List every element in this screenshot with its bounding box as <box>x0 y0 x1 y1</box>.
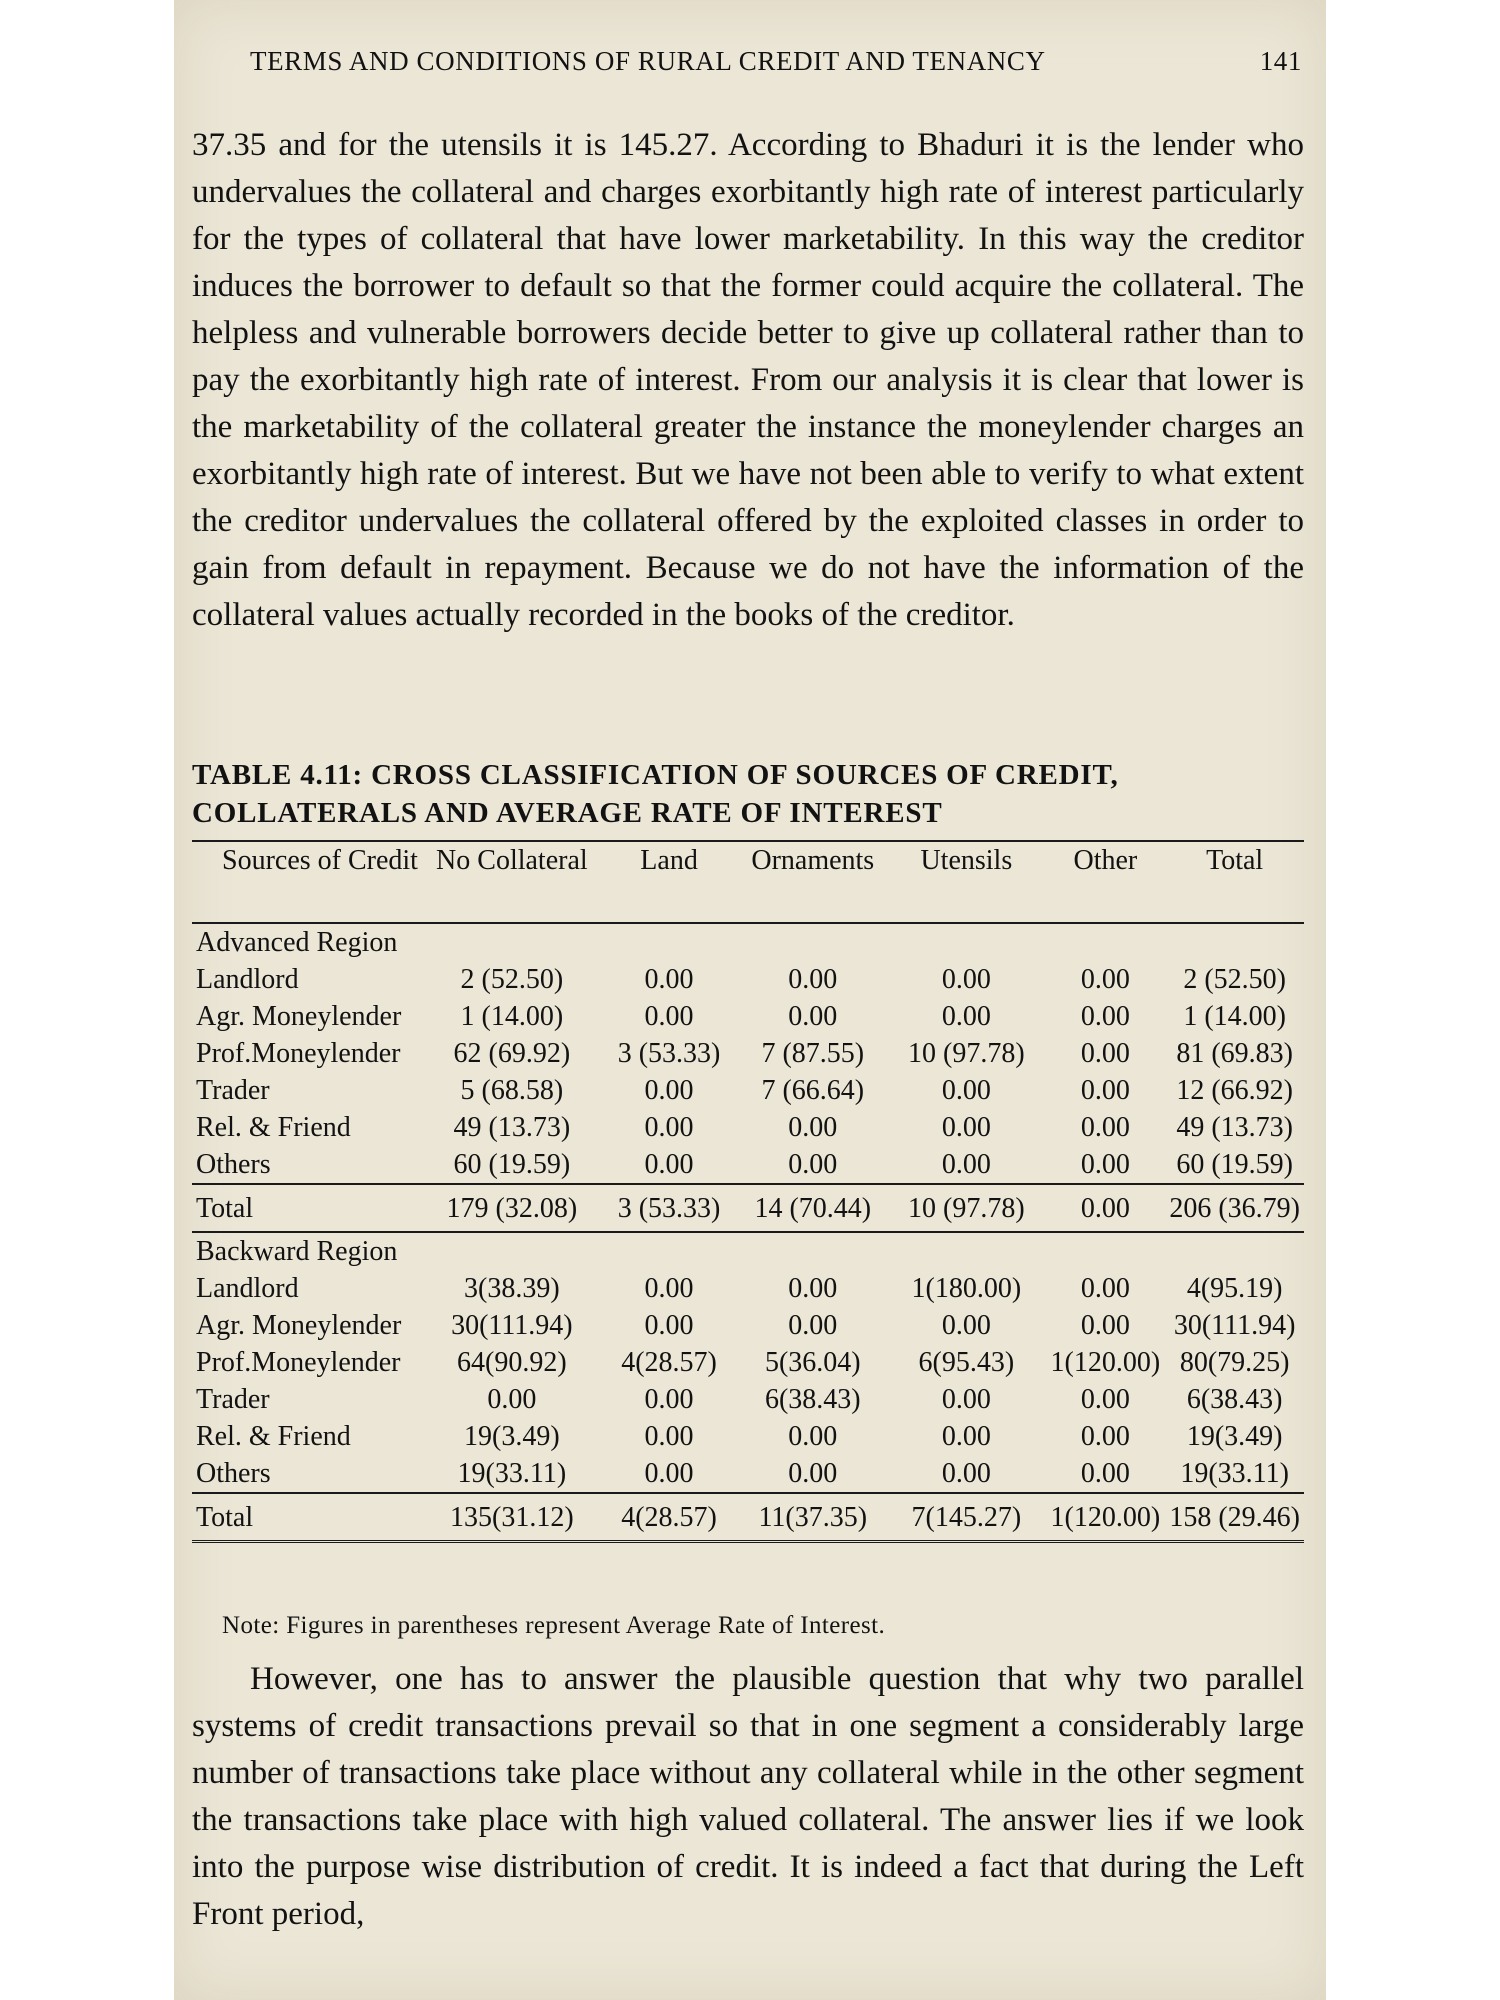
credit-table <box>192 840 1304 1543</box>
table-cell: Rel. & Friend <box>196 1421 351 1452</box>
column-header: No Collateral <box>436 845 588 876</box>
table-cell: 0.00 <box>644 1273 694 1304</box>
table-cell: Trader <box>196 1384 270 1415</box>
table-cell: 0.00 <box>1080 1001 1130 1032</box>
region-heading: Backward Region <box>196 1236 398 1267</box>
table-cell: 6(38.43) <box>1186 1384 1283 1415</box>
region-heading-row <box>192 1232 1304 1270</box>
table-cell: 0.00 <box>788 1310 838 1341</box>
table-cell: 19(3.49) <box>1186 1421 1283 1452</box>
table-cell: 7 (66.64) <box>761 1075 865 1106</box>
table-cell: Total <box>196 1501 254 1533</box>
table-row <box>192 1109 1304 1146</box>
table-cell: Others <box>196 1458 271 1489</box>
table-cell: 0.00 <box>941 1310 991 1341</box>
table-row <box>192 961 1304 998</box>
table-cell: 0.00 <box>941 1458 991 1489</box>
table-cell: 0.00 <box>788 1273 838 1304</box>
table-cell: 0.00 <box>644 1112 694 1143</box>
table-cell: 11(37.35) <box>758 1501 868 1533</box>
table-cell: 0.00 <box>941 1421 991 1452</box>
page-number: 141 <box>1259 46 1302 76</box>
table-cell: 206 (36.79) <box>1169 1192 1300 1224</box>
table-cell: 0.00 <box>1080 964 1130 995</box>
table-cell: 10 (97.78) <box>908 1192 1025 1224</box>
table-cell: 179 (32.08) <box>446 1192 578 1224</box>
table-title <box>192 756 1304 832</box>
table-cell: 14 (70.44) <box>754 1192 872 1224</box>
table-cell: 0.00 <box>1080 1075 1130 1106</box>
table-cell: 0.00 <box>644 1458 694 1489</box>
table-cell: 0.00 <box>644 1149 694 1180</box>
table-cell: 60 (19.59) <box>453 1149 571 1180</box>
table-cell: 0.00 <box>644 964 694 995</box>
table-cell: Prof.Moneylender <box>196 1347 401 1378</box>
table-cell: 80(79.25) <box>1179 1347 1290 1378</box>
table-cell: 49 (13.73) <box>453 1112 571 1143</box>
table-row <box>192 1072 1304 1109</box>
table-cell: Landlord <box>196 1273 299 1304</box>
table-cell: 0.00 <box>788 1112 838 1143</box>
table-cell: 6(95.43) <box>918 1347 1015 1378</box>
table-cell: 19(33.11) <box>1180 1458 1289 1489</box>
table-cell: 0.00 <box>788 964 838 995</box>
table-row <box>192 1381 1304 1418</box>
column-header: Land <box>640 845 698 876</box>
table-cell: 4(28.57) <box>621 1501 717 1533</box>
table-cell: 135(31.12) <box>450 1501 574 1533</box>
table-cell: 5(36.04) <box>764 1347 861 1378</box>
table-row <box>192 1270 1304 1307</box>
table-cell: 0.00 <box>487 1384 537 1415</box>
table-cell: 0.00 <box>644 1001 694 1032</box>
table-cell: 4(28.57) <box>621 1347 717 1378</box>
table-cell: 81 (69.83) <box>1176 1038 1293 1069</box>
column-header: Total <box>1206 845 1264 876</box>
table-cell: 19(3.49) <box>464 1421 560 1452</box>
table-cell: 0.00 <box>788 1001 838 1032</box>
table-cell: 1 (14.00) <box>460 1001 564 1032</box>
table-note: Note: Figures in parentheses represent Average Rate of Interest. <box>222 1612 886 1639</box>
table-cell: 0.00 <box>941 1112 991 1143</box>
table-cell: 30(111.94) <box>1173 1310 1296 1341</box>
table-cell: 0.00 <box>941 964 991 995</box>
table-cell: 60 (19.59) <box>1176 1149 1293 1180</box>
table-cell: 0.00 <box>941 1075 991 1106</box>
table-cell: Landlord <box>196 964 299 995</box>
column-header: Ornaments <box>751 845 875 876</box>
table-cell: 0.00 <box>941 1384 991 1415</box>
table-cell: 0.00 <box>1080 1384 1130 1415</box>
table-cell: 1(120.00) <box>1050 1501 1161 1533</box>
table-cell: 6(38.43) <box>764 1384 861 1415</box>
table-cell: Agr. Moneylender <box>196 1001 402 1032</box>
table-cell: Agr. Moneylender <box>196 1310 402 1341</box>
region-heading-row <box>192 923 1304 961</box>
table-cell: 12 (66.92) <box>1176 1075 1293 1106</box>
table-cell: 49 (13.73) <box>1176 1112 1293 1143</box>
table-cell: 0.00 <box>644 1421 694 1452</box>
table-row <box>192 1418 1304 1455</box>
running-head <box>188 46 1310 80</box>
running-head-title: TERMS AND CONDITIONS OF RURAL CREDIT AND TENANCY <box>250 46 1046 76</box>
region-heading: Advanced Region <box>196 927 398 958</box>
table-title-line-1: TABLE 4.11: CROSS CLASSIFICATION OF SOURCES OF CREDIT, <box>192 759 1119 791</box>
column-header: Sources of Credit <box>222 845 418 876</box>
table-row <box>192 1344 1304 1381</box>
column-header: Utensils <box>920 845 1013 876</box>
table-cell: Trader <box>196 1075 270 1106</box>
table-row <box>192 1035 1304 1072</box>
table-cell: Others <box>196 1149 271 1180</box>
table-cell: 1 (14.00) <box>1183 1001 1286 1032</box>
table-cell: 7 (87.55) <box>761 1038 865 1069</box>
table-cell: 0.00 <box>788 1458 838 1489</box>
table-cell: 3(38.39) <box>464 1273 560 1304</box>
table-cell: 3 (53.33) <box>617 1192 721 1224</box>
table-cell: 1(120.00) <box>1050 1347 1161 1378</box>
table-cell: 0.00 <box>788 1149 838 1180</box>
table-cell: 0.00 <box>1080 1112 1130 1143</box>
table-cell: 0.00 <box>788 1421 838 1452</box>
table-cell: 0.00 <box>1080 1310 1130 1341</box>
table-cell: 62 (69.92) <box>453 1038 571 1069</box>
table-cell: 4(95.19) <box>1186 1273 1283 1304</box>
table-cell: 0.00 <box>1080 1273 1130 1304</box>
table-cell: 19(33.11) <box>457 1458 567 1489</box>
table-cell: 10 (97.78) <box>908 1038 1025 1069</box>
table-cell: Rel. & Friend <box>196 1112 351 1143</box>
table-cell: 0.00 <box>941 1149 991 1180</box>
table-row <box>192 998 1304 1035</box>
table-cell: 0.00 <box>1080 1458 1130 1489</box>
table-cell: 0.00 <box>1080 1192 1130 1224</box>
table-cell: 0.00 <box>1080 1038 1130 1069</box>
table-cell: 2 (52.50) <box>460 964 564 995</box>
table-cell: 0.00 <box>644 1384 694 1415</box>
table-cell: 0.00 <box>644 1075 694 1106</box>
table-row <box>192 1455 1304 1493</box>
table-cell: 1(180.00) <box>911 1273 1022 1304</box>
table-cell: 3 (53.33) <box>617 1038 721 1069</box>
table-title-line-2: COLLATERALS AND AVERAGE RATE OF INTEREST <box>192 797 943 829</box>
table-cell: 0.00 <box>644 1310 694 1341</box>
table-row <box>192 1307 1304 1344</box>
table-cell: Total <box>196 1192 254 1224</box>
table-cell: 0.00 <box>941 1001 991 1032</box>
paragraph-continuation: However, one has to answer the plausible question that why two parallel systems of credit transactions prevail so that in one segment a considerably large number of transactions take place without any collateral while in the other segment the transactions take place with high valued collateral. The answer lies if we look into the purpose wise distribution of credit. It is indeed a fact that during the Left Front period, <box>192 1661 1304 1932</box>
table-cell: 158 (29.46) <box>1169 1501 1300 1533</box>
table-header-row <box>192 841 1304 923</box>
paragraph-intro: 37.35 and for the utensils it is 145.27. According to Bhaduri it is the lender who undervalues the collateral and charges exorbitantly high rate of interest particularly for the types of collateral that have lower marketability. In this way the creditor induces the borrower to default so that the former could acquire the collateral. The helpless and vulnerable borrowers decide better to give up collateral rather than to pay the exorbitantly high rate of interest. From our analysis it is clear that lower is the marketability of the collateral greater the instance the moneylender charges an exorbitantly high rate of interest. But we have not been able to verify to what extent the creditor undervalues the collateral offered by the exploited classes in order to gain from default in repayment. Because we do not have the information of the collateral values actually recorded in the books of the creditor. <box>192 127 1304 633</box>
table-cell: 5 (68.58) <box>460 1075 564 1106</box>
table-cell: 7(145.27) <box>911 1501 1022 1533</box>
total-row <box>192 1184 1304 1232</box>
table-cell: 2 (52.50) <box>1183 964 1286 995</box>
table-cell: 64(90.92) <box>457 1347 567 1378</box>
table-row <box>192 1146 1304 1184</box>
table-cell: 0.00 <box>1080 1149 1130 1180</box>
table-cell: 30(111.94) <box>451 1310 573 1341</box>
table-cell: Prof.Moneylender <box>196 1038 401 1069</box>
book-page <box>174 0 1326 2000</box>
column-header: Other <box>1073 845 1138 876</box>
total-row <box>192 1493 1304 1542</box>
table-cell: 0.00 <box>1080 1421 1130 1452</box>
